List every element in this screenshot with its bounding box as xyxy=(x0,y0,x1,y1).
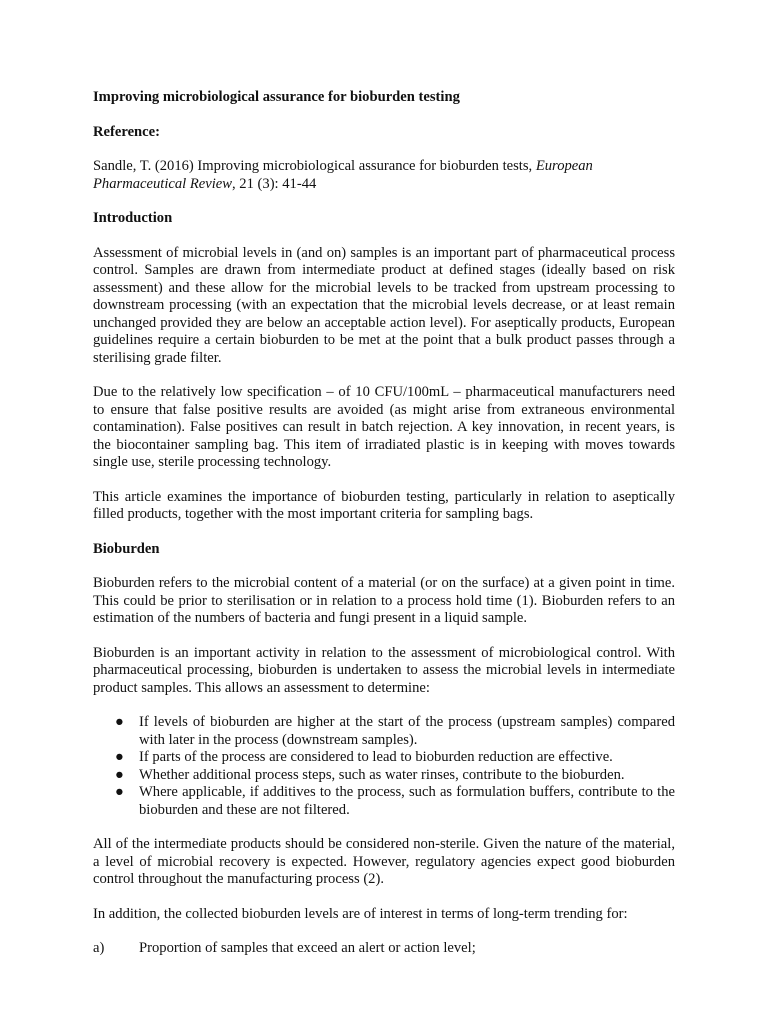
bullet-text: If levels of bioburden are higher at the start of the process (upstream samples) compared with later in the process (downstream samples). xyxy=(139,714,675,748)
bioburden-paragraph-2: Bioburden is an important activity in relation to the assessment of microbiological control. With pharmaceutical processing, bioburden is undertaken to assess the microbial levels in intermediate product samples. This allows an assessment to determine: xyxy=(93,644,675,696)
bullet-text: Where applicable, if additives to the process, such as formulation buffers, contribute to the bioburden and these are not filtered. xyxy=(139,784,675,818)
introduction-heading: Introduction xyxy=(93,210,173,226)
bullet-dot-icon: ● xyxy=(115,714,124,730)
citation-volume-pages: , 21 (3): 41-44 xyxy=(232,175,317,192)
bullet-dot-icon: ● xyxy=(115,749,124,765)
citation-authors-title: Sandle, T. (2016) Improving microbiological assurance for bioburden tests, xyxy=(93,158,536,174)
intro-paragraph-2: Due to the relatively low specification – of 10 CFU/100mL – pharmaceutical manufacturers need to ensure that false positive results are avoided (as might arise from extraneous environmental contamination). False positives can result in batch rejection. A key innovation, in recent years, is the biocontainer sampling bag. This item of irradiated plastic is in keeping with moves towards single use, sterile processing technology. xyxy=(93,384,675,470)
lettered-list-item xyxy=(93,940,675,958)
intro-paragraph-3: This article examines the importance of bioburden testing, particularly in relation to aseptically filled products, together with the most important criteria for sampling bags. xyxy=(93,488,675,522)
lettered-item-label: a) xyxy=(93,940,105,956)
intro-paragraph-1: Assessment of microbial levels in (and on) samples is an important part of pharmaceutical process control. Samples are drawn from intermediate product at defined stages (ideally based on risk assessment) and these allow for the microbial levels to be tracked from upstream processing to downstream processing (with an expectation that the microbial levels decrease, or at least remain unchanged provided they are below an acceptable action level). For aseptically products, European guidelines require a certain bioburden to be met at the point that a bulk product passes through a sterilising grade filter. xyxy=(93,244,675,366)
reference-heading: Reference: xyxy=(93,123,160,140)
bullet-item xyxy=(115,749,675,767)
after-bullets-paragraph-1: All of the intermediate products should be considered non-sterile. Given the nature of the material, a level of microbial recovery is expected. However, regulatory agencies expect good bioburden control throughout the manufacturing process (2). xyxy=(93,836,675,887)
bullet-item xyxy=(115,784,675,819)
bioburden-heading: Bioburden xyxy=(93,540,160,557)
document-body xyxy=(93,89,675,958)
bullet-dot-icon: ● xyxy=(115,784,124,800)
after-bullets-paragraph-2: In addition, the collected bioburden levels are of interest in terms of long-term trending for: xyxy=(93,905,628,922)
document-title: Improving microbiological assurance for bioburden testing xyxy=(93,89,460,105)
bullet-text: If parts of the process are considered to lead to bioburden reduction are effective. xyxy=(139,749,613,765)
assessment-bullet-list xyxy=(93,714,675,819)
bullet-item xyxy=(115,766,675,785)
bullet-text: Whether additional process steps, such as water rinses, contribute to the bioburden. xyxy=(139,766,625,783)
bullet-dot-icon: ● xyxy=(115,766,124,783)
bullet-item xyxy=(115,714,675,749)
lettered-item-text: Proportion of samples that exceed an alert or action level; xyxy=(139,940,476,956)
citation-journal: European Pharmaceutical Review xyxy=(93,158,593,192)
bioburden-paragraph-1: Bioburden refers to the microbial content of a material (or on the surface) at a given point in time. This could be prior to sterilisation or in relation to a process hold time (1). Bioburden refers to an estimation of the numbers of bacteria and fungi present in a liquid sample. xyxy=(93,575,675,626)
reference-citation xyxy=(93,158,675,193)
